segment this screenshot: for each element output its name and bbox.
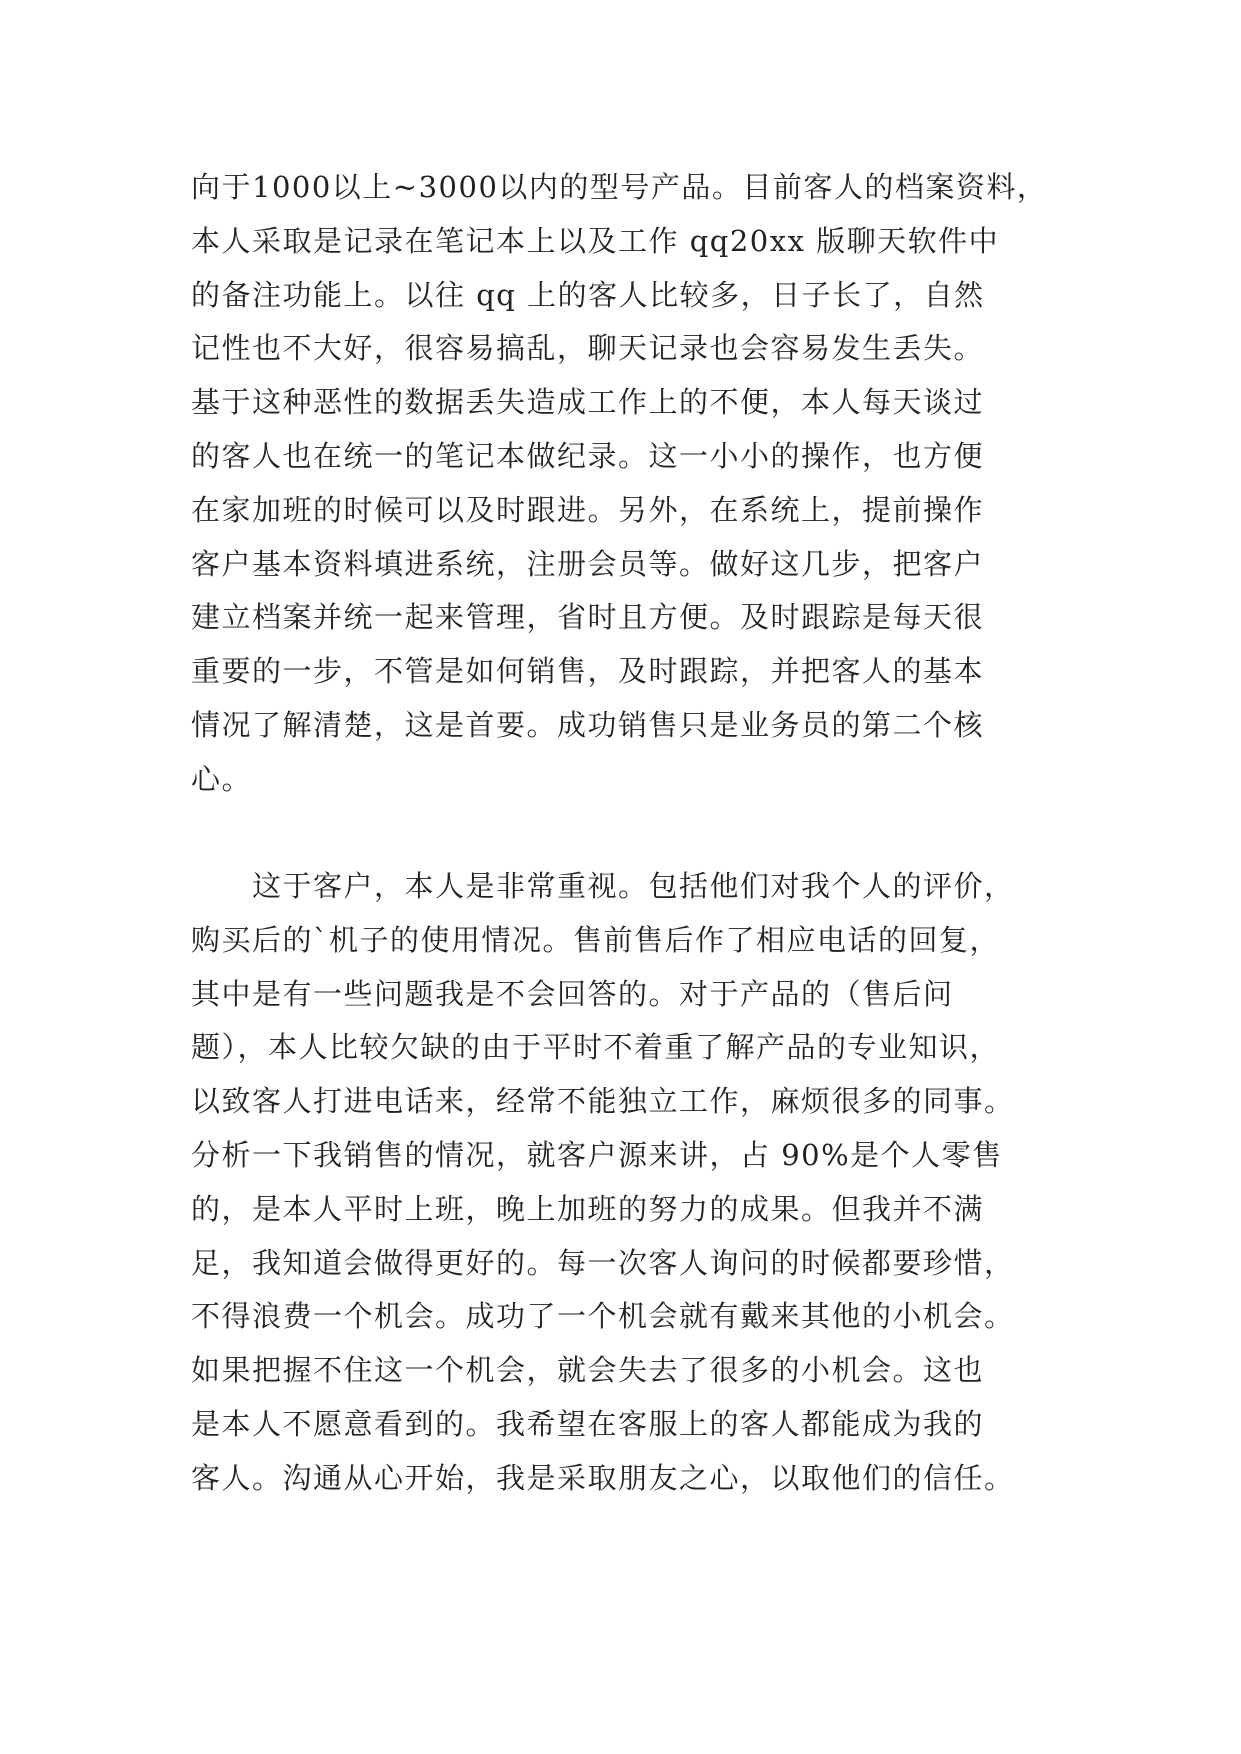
text-line: 向于1000以上~3000以内的型号产品。目前客人的档案资料， <box>191 170 1048 204</box>
text-line: 的客人也在统一的笔记本做纪录。这一小小的操作，也方便 <box>191 438 985 473</box>
text-line: 基于这种恶性的数据丢失造成工作上的不便，本人每天谈过 <box>191 385 985 420</box>
text-line: 重要的一步，不管是如何销售，及时跟踪，并把客人的基本 <box>191 654 985 689</box>
text-line: 记性也不大好，很容易搞乱，聊天记录也会容易发生丢失。 <box>191 331 985 366</box>
text-line: 的，是本人平时上班，晚上加班的努力的成果。但我并不满 <box>191 1191 985 1226</box>
text-line: 的备注功能上。以往 qq 上的客人比较多，日子长了，自然 <box>191 277 985 312</box>
text-line: 如果把握不住这一个机会，就会失去了很多的小机会。这也 <box>191 1353 985 1388</box>
text-line: 题），本人比较欠缺的由于平时不着重了解产品的专业知识， <box>191 1030 1001 1065</box>
text-line: 足，我知道会做得更好的。每一次客人询问的时候都要珍惜， <box>191 1245 1015 1280</box>
text-line: 购买后的`机子的使用情况。售前售后作了相应电话的回复， <box>191 922 1001 957</box>
text-line: 情况了解清楚，这是首要。成功销售只是业务员的第二个核 <box>191 707 985 742</box>
text-line: 不得浪费一个机会。成功了一个机会就有戴来其他的小机会。 <box>191 1299 1015 1334</box>
text-line: 其中是有一些问题我是不会回答的。对于产品的（售后问 <box>191 976 954 1011</box>
text-line: 是本人不愿意看到的。我希望在客服上的客人都能成为我的 <box>191 1406 985 1441</box>
text-line: 本人采取是记录在笔记本上以及工作 qq20xx 版聊天软件中 <box>191 223 1000 258</box>
text-line: 客人。沟通从心开始，我是采取朋友之心，以取他们的信任。 <box>191 1460 1015 1495</box>
text-line: 客户基本资料填进系统，注册会员等。做好这几步，把客户 <box>191 546 985 581</box>
text-line: 这于客户，本人是非常重视。包括他们对我个人的评价， <box>191 869 1015 903</box>
text-line: 建立档案并统一起来管理，省时且方便。及时跟踪是每天很 <box>191 600 985 635</box>
text-line: 以致客人打进电话来，经常不能独立工作，麻烦很多的同事。 <box>191 1084 1015 1119</box>
paragraph-1 <box>191 161 1071 807</box>
text-line: 分析一下我销售的情况，就客户源来讲，占 90%是个人零售 <box>191 1137 1003 1172</box>
text-line: 在家加班的时候可以及时跟进。另外，在系统上，提前操作 <box>191 492 985 527</box>
paragraph-2 <box>191 860 1071 1506</box>
text-line: 心。 <box>191 761 253 796</box>
